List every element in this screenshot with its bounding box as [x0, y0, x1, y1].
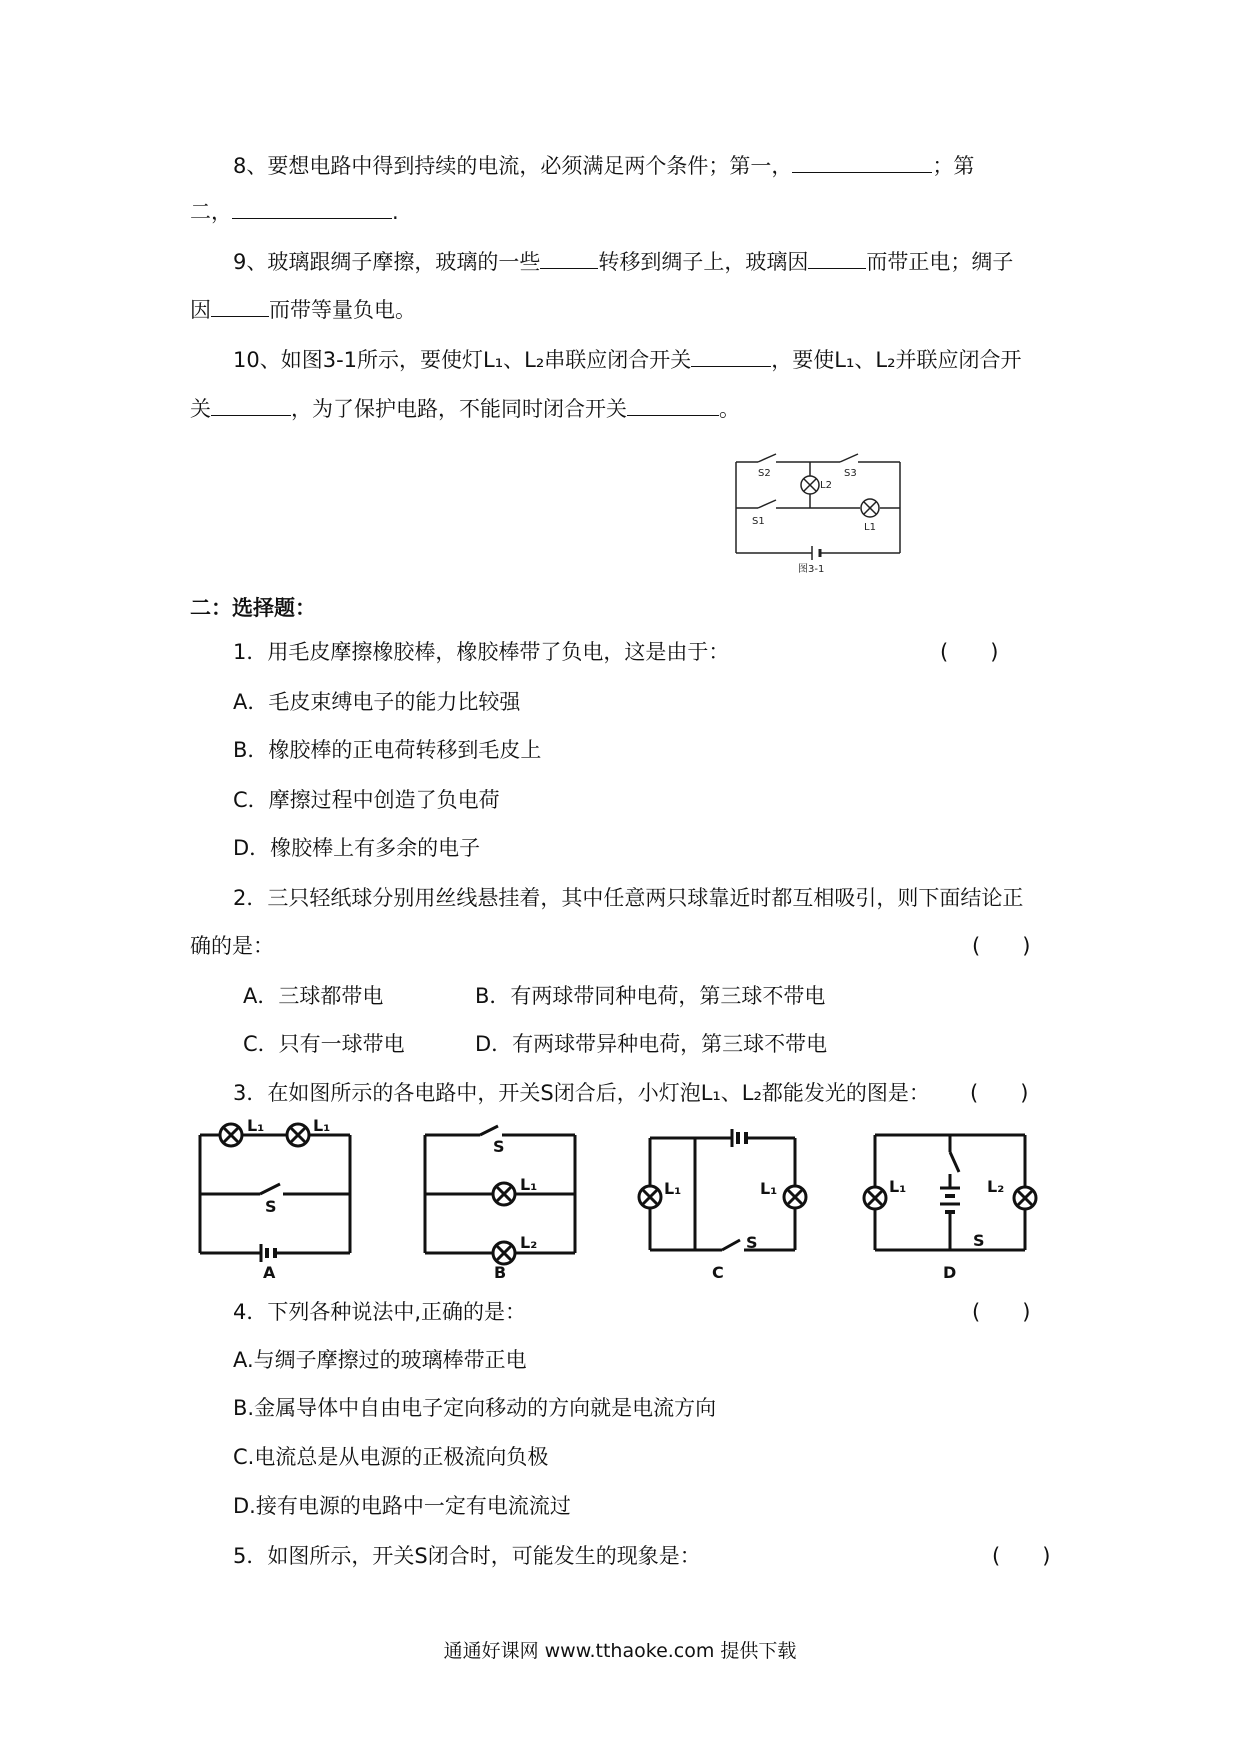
- c2-stem-line2: 确的是：: [190, 934, 274, 958]
- circuit-c-label: C: [712, 1263, 724, 1282]
- c3-answer-paren[interactable]: ( ): [970, 1081, 1029, 1105]
- c2-stem-line1: 2．三只轻纸球分别用丝线悬挂着，其中任意两只球靠近时都互相吸引，则下面结论正: [233, 886, 1024, 910]
- circuit-a-l2-label: L₁: [313, 1116, 331, 1135]
- c4-answer-paren[interactable]: ( ): [972, 1300, 1031, 1324]
- c4-option-a[interactable]: A.与绸子摩擦过的玻璃棒带正电: [233, 1348, 527, 1372]
- c1-option-d[interactable]: D．橡胶棒上有多余的电子: [233, 836, 481, 860]
- q8-blank-1[interactable]: [792, 152, 932, 173]
- fig31-caption: 图3-1: [798, 564, 825, 575]
- c5-answer-paren[interactable]: ( ): [992, 1544, 1051, 1568]
- c1-option-b[interactable]: B．橡胶棒的正电荷转移到毛皮上: [233, 738, 542, 762]
- circuit-a-label: A: [263, 1263, 276, 1282]
- circuit-c: [640, 1120, 840, 1280]
- fig31-l2-label: L2: [820, 480, 832, 491]
- fig31-s2-label: S2: [758, 468, 771, 479]
- q9-blank-3[interactable]: [211, 296, 269, 317]
- circuit-c-l2-label: L₁: [760, 1179, 778, 1198]
- q10-blank-3[interactable]: [627, 395, 719, 416]
- circuit-d-l2-label: L₂: [987, 1177, 1005, 1196]
- circuit-b-l1-label: L₁: [520, 1175, 538, 1194]
- q9-line1: 9、玻璃跟绸子摩擦，玻璃的一些 转移到绸子上，玻璃因 而带正电；绸子: [233, 250, 1014, 274]
- circuit-c-s-label: S: [746, 1233, 758, 1252]
- fig31-s1-label: S1: [752, 516, 765, 527]
- c3-stem: 3．在如图所示的各电路中，开关S闭合后，小灯泡L₁、L₂都能发光的图是：: [233, 1081, 930, 1105]
- q9-blank-2[interactable]: [808, 248, 866, 269]
- q9-line2: 因 而带等量负电。: [190, 298, 416, 322]
- page-footer: 通通好课网 www.tthaoke.com 提供下载: [443, 1640, 797, 1662]
- c2-option-c[interactable]: C．只有一球带电: [243, 1032, 405, 1056]
- c2-option-a[interactable]: A．三球都带电: [243, 984, 384, 1008]
- section-2-title: 二：选择题：: [190, 596, 316, 620]
- q10-line1: 10、如图3-1所示，要使灯L₁、L₂串联应闭合开关 ，要使L₁、L₂并联应闭合开: [233, 348, 1022, 372]
- q10-blank-2[interactable]: [211, 395, 291, 416]
- circuit-d-label: D: [943, 1263, 957, 1282]
- q8-line1: 8、要想电路中得到持续的电流，必须满足两个条件；第一， ；第: [233, 154, 975, 178]
- q8-line2: 二， .: [190, 200, 399, 224]
- circuit-a-s-label: S: [265, 1197, 277, 1216]
- q10-blank-1[interactable]: [691, 346, 771, 367]
- c2-option-b[interactable]: B．有两球带同种电荷，第三球不带电: [475, 984, 826, 1008]
- c5-stem: 5．如图所示，开关S闭合时，可能发生的现象是：: [233, 1544, 701, 1568]
- c1-option-a[interactable]: A．毛皮束缚电子的能力比较强: [233, 690, 521, 714]
- circuit-c-l1-label: L₁: [664, 1179, 682, 1198]
- figure-3-1-circuit: [728, 450, 968, 580]
- c1-answer-paren[interactable]: ( ): [940, 640, 999, 664]
- circuit-a-l1-label: L₁: [247, 1116, 265, 1135]
- fig31-l1-label: L1: [864, 522, 876, 533]
- fig31-s3-label: S3: [844, 468, 857, 479]
- circuit-b-s-label: S: [493, 1137, 505, 1156]
- c2-answer-paren[interactable]: ( ): [972, 934, 1031, 958]
- circuit-b: [420, 1120, 620, 1280]
- circuit-b-label: B: [494, 1263, 507, 1282]
- circuit-d-s-label: S: [973, 1231, 985, 1250]
- q8-blank-2[interactable]: [232, 198, 392, 219]
- circuit-b-l2-label: L₂: [520, 1233, 538, 1252]
- c1-option-c[interactable]: C．摩擦过程中创造了负电荷: [233, 788, 500, 812]
- c4-option-c[interactable]: C.电流总是从电源的正极流向负极: [233, 1445, 549, 1469]
- circuit-d-l1-label: L₁: [889, 1177, 907, 1196]
- c1-stem: 1．用毛皮摩擦橡胶棒，橡胶棒带了负电，这是由于：: [233, 640, 730, 664]
- circuit-a: [195, 1116, 395, 1282]
- c2-option-d[interactable]: D．有两球带异种电荷，第三球不带电: [475, 1032, 828, 1056]
- c4-option-b[interactable]: B.金属导体中自由电子定向移动的方向就是电流方向: [233, 1396, 717, 1420]
- q9-blank-1[interactable]: [540, 248, 598, 269]
- circuit-d: [865, 1120, 1065, 1280]
- c4-stem: 4．下列各种说法中,正确的是：: [233, 1300, 527, 1324]
- c4-option-d[interactable]: D.接有电源的电路中一定有电流流过: [233, 1494, 571, 1518]
- q10-line2: 关 ，为了保护电路，不能同时闭合开关 。: [190, 397, 740, 421]
